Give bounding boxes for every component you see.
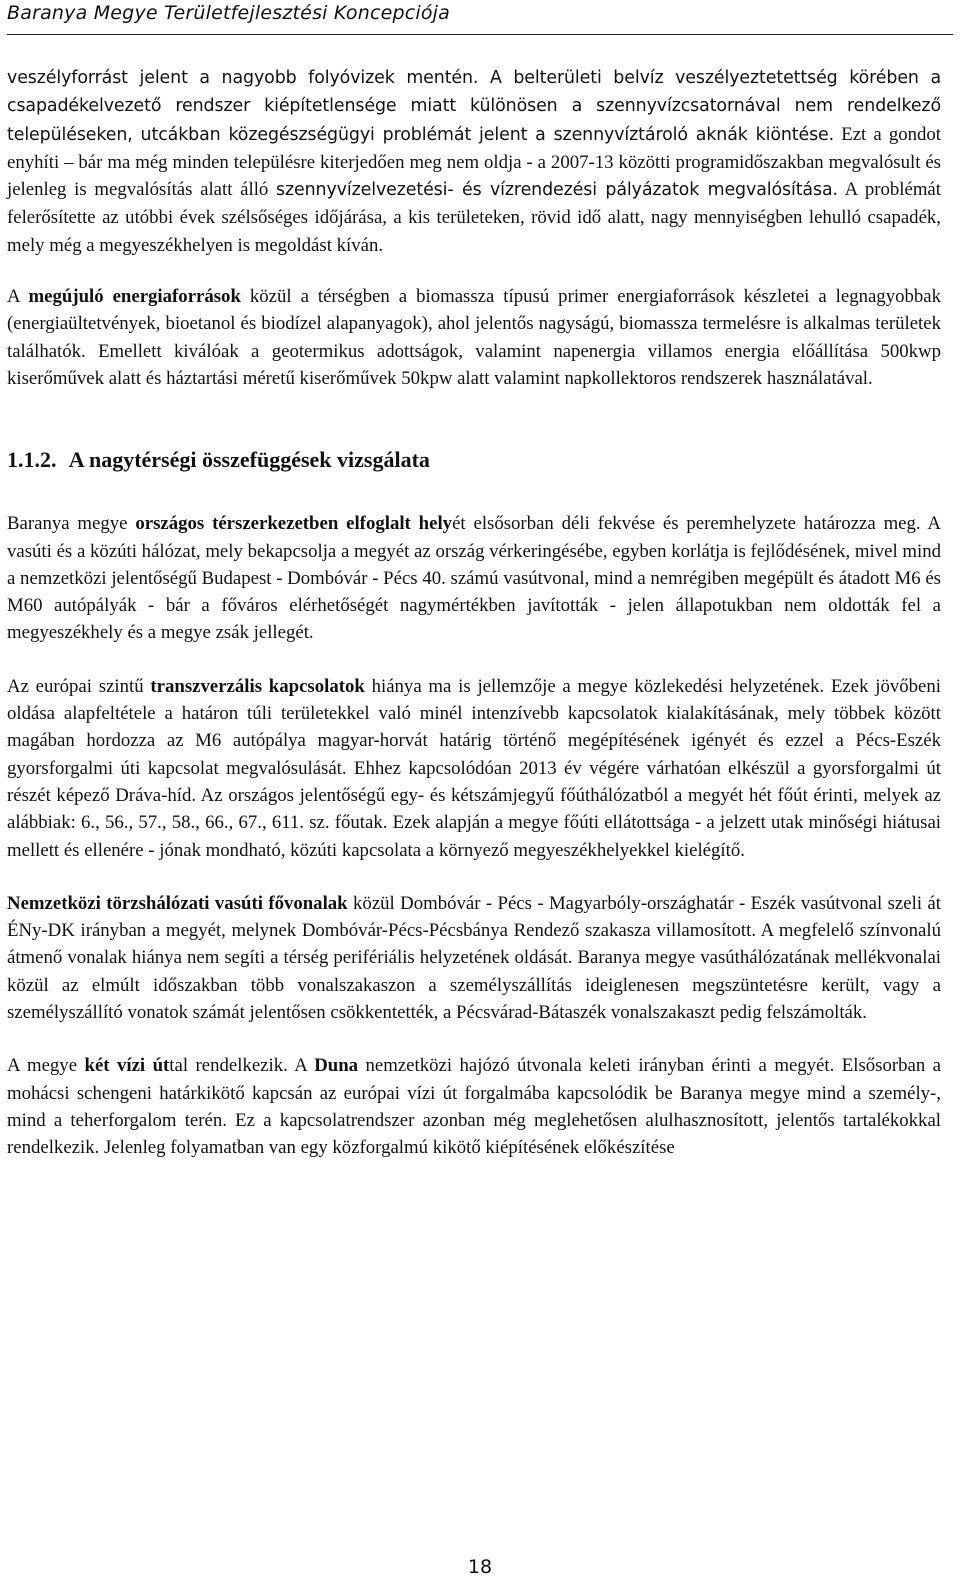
section-heading <box>7 446 941 474</box>
paragraph-spatial-position <box>7 510 941 646</box>
paragraph-text: Ezt a gondot enyhíti – bár ma még minden településre kiterjedően meg nem oldja - a 2007-13 közötti programidőszakban megvalósult és jelenleg is megvalósítás alatt álló <box>7 123 941 201</box>
paragraph-text: közül Dombóvár - Pécs - Magyarbóly-országhatár - Eszék vasútvonal szeli át ÉNy-DK irányban a megyét, melynek Dombóvár-Pécs-Pécsbánya Rendező szakasza villamosított. A megfelelő színvonalú átmenő vonalak hiánya nem segíti a térség perifériális helyzetének oldását. Baranya megye vasúthálózatának mellékvonalai közül az elmúlt időszakban több vonalszakaszon a személyszállítás ideiglenesen megszüntetésre került, vagy a személyszállító vonatok számát jelentősen csökkentették, a Pécsvárad-Bátaszék vonalszakaszt pedig felszámolták. <box>7 892 941 1024</box>
paragraph-text: Baranya megye <box>7 513 136 535</box>
paragraph-text: közül a térségben a biomassza típusú primer energiaforrások készletei a legnagyobbak (energiaültetvények, bioetanol és biodízel alapanyagok), ahol jelentős nagyságú, biomassza termelésre is alkalmas területek találhatók. Emellett kiválóak a geotermikus adottságok, valamint napenergia villamos energia előállítása 500kwp kiserőművek alatt és háztartási méretű kiserőművek 50kpw alatt valamint napkollektoros rendszerek használatával. <box>7 286 941 389</box>
bold-term: megújuló energiaforrások <box>28 286 241 308</box>
header-divider <box>7 34 953 35</box>
paragraph-waterways <box>7 1052 941 1161</box>
paragraph-text: A problémát felerősítette az utóbbi évek szélsőséges időjárása, a kis területeken, rövid idő alatt, nagy mennyiségben lehulló csapadék, mely még a megyeszékhelyen is megoldást kíván. <box>7 179 941 256</box>
section-title: A nagytérségi összefüggések vizsgálata <box>68 447 430 473</box>
body-text <box>7 64 941 1188</box>
section-number: 1.1.2. <box>7 447 57 473</box>
bold-term: transzverzális kapcsolatok <box>150 675 365 697</box>
running-header: Baranya Megye Területfejlesztési Koncepciója <box>7 2 451 24</box>
paragraph-transversal-connections <box>7 673 941 864</box>
paragraph-text: szennyvízelvezetési- és vízrendezési pályázatok megvalósítása. <box>276 180 838 201</box>
paragraph-text: A <box>7 286 29 308</box>
bold-term: országos térszerkezetben elfoglalt hely <box>135 513 453 535</box>
paragraph-flood-risk <box>7 64 941 259</box>
paragraph-text: nemzetközi hajózó útvonala keleti irányban érinti a megyét. Elsősorban a mohácsi schengeni határkikötő kapcsán az európai vízi út forgalmába kapcsolódik be Baranya megye mind a személy-, mind a teherforgalom terén. Ez a kapcsolatrendszer azonban még meglehetősen alulhasznosított, jelentős tartalékokkal rendelkezik. Jelenleg folyamatban van egy közforgalmú kikötő kiépítésének előkészítése <box>7 1055 942 1159</box>
bold-term: Duna <box>314 1055 359 1077</box>
page-number: 18 <box>467 1556 493 1578</box>
paragraph-text: Az európai szintű <box>7 675 151 697</box>
paragraph-text: A megye <box>7 1055 85 1077</box>
bold-term: Nemzetközi törzshálózati vasúti fővonalak <box>7 892 348 914</box>
bold-term: két vízi út <box>84 1055 170 1077</box>
paragraph-text: veszélyforrást jelent a nagyobb folyóvizek mentén. A belterületi belvíz veszélyeztetettség körében a csapadékelvezető rendszer kiépítetlensége miatt különösen a szennyvízcsatornával nem rendelkező településeken, utcákban közegészségügyi problémát jelent a szennyvíztároló aknák kiöntése. <box>7 68 941 145</box>
paragraph-railways <box>7 890 941 1026</box>
paragraph-text: hiánya ma is jellemzője a megye közlekedési helyzetének. Ezek jövőbeni oldása alapfeltétele a határon túli területekkel való minél intenzívebb kapcsolatok kialakításának, mely többek között magában hordozza az M6 autópálya magyar-horvát határig történő megépítésének igényét és ezzel a Pécs-Eszék gyorsforgalmi úti kapcsolat megvalósulását. Ehhez kapcsolódóan 2013 év végére várhatóan elkészül a gyorsforgalmi út részét képező Dráva-híd. Az országos jelentőségű egy- és kétszámjegyű főúthálózatból a megyét hét főút érinti, melyek az alábbiak: 6., 56., 57., 58., 66., 67., 611. sz. főutak. Ezek alapján a megye főúti ellátottsága - a jelzett utak minőségi hiátusai mellett és ellenére - jónak mondható, közúti kapcsolata a környező megyeszékhelyekkel kielégítő. <box>7 675 941 861</box>
paragraph-text: ét elsősorban déli fekvése és peremhelyzete határozza meg. A vasúti és a közúti hálózat, mely bekapcsolja a megyét az ország vérkeringésébe, egyben korlátja is fejlődésének, mivel mind a nemzetközi jelentőségű Budapest - Dombóvár - Pécs 40. számú vasútvonal, mind a nemrégiben megépült és átadott M6 és M60 autópályák - bár a főváros elérhetőségét nagymértékben javították - jelen állapotukban nem oldották fel a megyeszékhely és a megye zsák jellegét. <box>7 513 941 644</box>
paragraph-renewable-energy <box>7 283 941 392</box>
paragraph-text: tal rendelkezik. A <box>169 1055 315 1077</box>
